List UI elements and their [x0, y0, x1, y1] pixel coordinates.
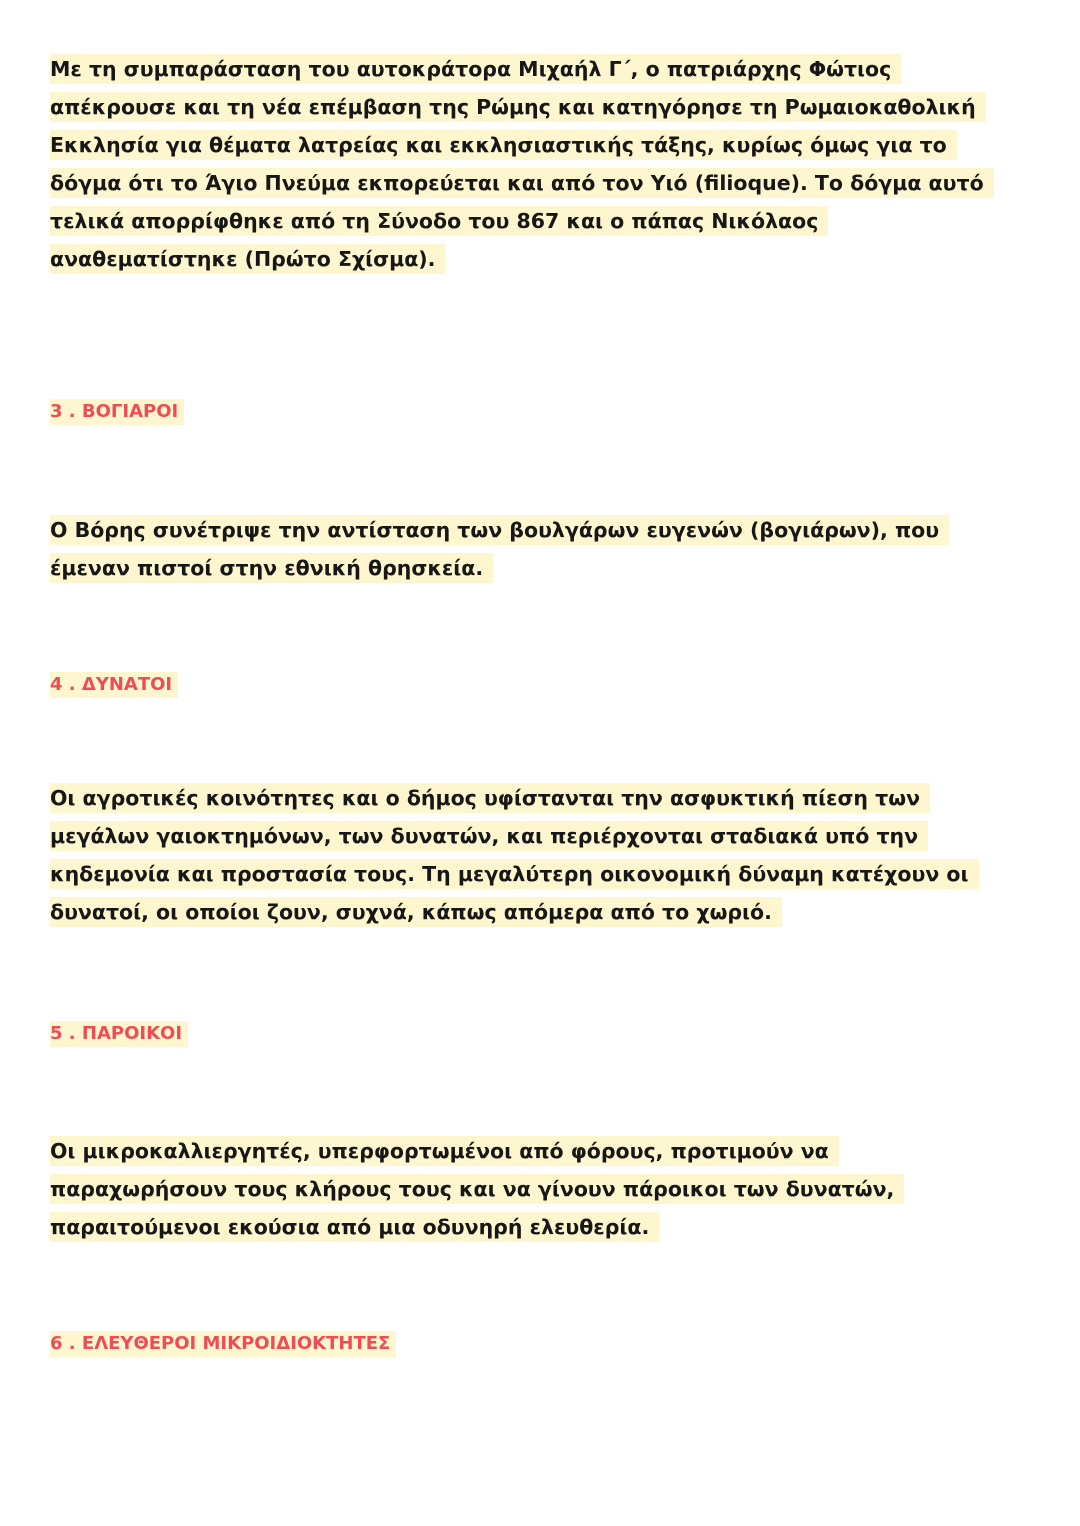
text-line: παραχωρήσουν τους κλήρους τους και να γίνουν πάροικοι των δυνατών, — [50, 1174, 904, 1204]
text-line: Οι αγροτικές κοινότητες και ο δήμος υφίστανται την ασφυκτική πίεση των — [50, 783, 930, 813]
text-line: μεγάλων γαιοκτημόνων, των δυνατών, και περιέρχονται σταδιακά υπό την — [50, 821, 928, 851]
section-heading-paroikoi — [50, 1020, 188, 1048]
text-line: Οι μικροκαλλιεργητές, υπερφορτωμένοι από φόρους, προτιμούν να — [50, 1136, 839, 1166]
section-heading-boyars — [50, 398, 184, 426]
text-line: Με τη συμπαράσταση του αυτοκράτορα Μιχαήλ Γ΄, ο πατριάρχης Φώτιος — [50, 54, 901, 84]
heading-text: 5 . ΠΑΡΟΙΚΟΙ — [50, 1021, 188, 1047]
text-line: παραιτούμενοι εκούσια από μια οδυνηρή ελευθερία. — [50, 1212, 659, 1242]
heading-text: 4 . ΔΥΝΑΤΟΙ — [50, 672, 178, 698]
text-line: απέκρουσε και τη νέα επέμβαση της Ρώμης και κατηγόρησε τη Ρωμαιοκαθολική — [50, 92, 986, 122]
text-line: Εκκλησία για θέματα λατρείας και εκκλησιαστικής τάξης, κυρίως όμως για το — [50, 130, 957, 160]
paragraph-paroikoi — [50, 1134, 1040, 1248]
heading-text: 6 . ΕΛΕΥΘΕΡΟΙ ΜΙΚΡΟΙΔΙΟΚΤΗΤΕΣ — [50, 1331, 396, 1357]
text-line: αναθεματίστηκε (Πρώτο Σχίσμα). — [50, 244, 445, 274]
text-line: έμεναν πιστοί στην εθνική θρησκεία. — [50, 553, 493, 583]
section-heading-dynatoi — [50, 671, 178, 699]
text-line: Ο Βόρης συνέτριψε την αντίσταση των βουλγάρων ευγενών (βογιάρων), που — [50, 515, 949, 545]
heading-text: 3 . ΒΟΓΙΑΡΟΙ — [50, 399, 184, 425]
text-line: τελικά απορρίφθηκε από τη Σύνοδο του 867 και ο πάπας Νικόλαος — [50, 206, 828, 236]
paragraph-boyars — [50, 513, 1040, 589]
text-line: κηδεμονία και προστασία τους. Τη μεγαλύτερη οικονομική δύναμη κατέχουν οι — [50, 859, 979, 889]
paragraph-dynatoi — [50, 781, 1040, 933]
paragraph-schism — [50, 52, 1040, 280]
text-line: δόγμα ότι το Άγιο Πνεύμα εκπορεύεται και από τον Υιό (filioque). Το δόγμα αυτό — [50, 168, 994, 198]
text-line: δυνατοί, οι οποίοι ζουν, συχνά, κάπως απόμερα από το χωριό. — [50, 897, 782, 927]
section-heading-free-smallholders — [50, 1330, 396, 1358]
